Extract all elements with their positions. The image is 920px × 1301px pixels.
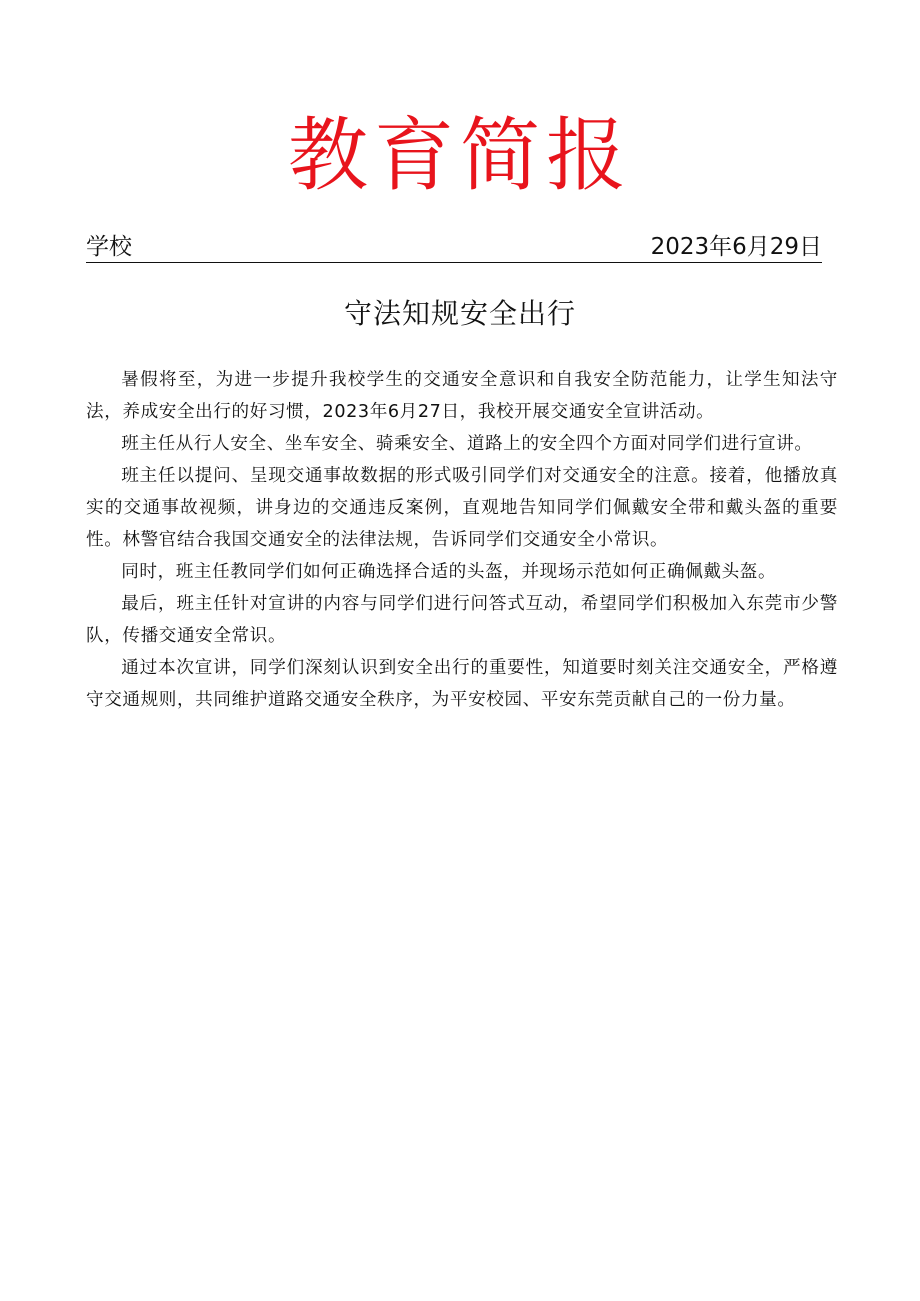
issue-date: 2023年6月29日: [650, 234, 822, 260]
article-paragraph: 同时，班主任教同学们如何正确选择合适的头盔，并现场示范如何正确佩戴头盔。: [121, 562, 777, 582]
article-body: [86, 364, 838, 716]
article-paragraph: 班主任以提问、呈现交通事故数据的形式吸引同学们对交通安全的注意。接着，他播放真实的交通事故视频，讲身边的交通违反案例，直观地告知同学们佩戴安全带和戴头盔的重要性。林警官结合我国交通安全的法律法规，告诉同学们交通安全小常识。: [86, 466, 838, 550]
article-paragraph: 通过本次宣讲，同学们深刻认识到安全出行的重要性，知道要时刻关注交通安全，严格遵守交通规则，共同维护道路交通安全秩序，为平安校园、平安东莞贡献自己的一份力量。: [86, 658, 838, 710]
school-label: 学校: [86, 234, 132, 260]
newsletter-masthead: 教育简报: [288, 109, 632, 202]
article-paragraph: 最后，班主任针对宣讲的内容与同学们进行问答式互动，希望同学们积极加入东莞市少警队，传播交通安全常识。: [86, 594, 838, 646]
header-info-line: [86, 232, 822, 263]
article-paragraph: 暑假将至，为进一步提升我校学生的交通安全意识和自我安全防范能力，让学生知法守法，养成安全出行的好习惯，2023年6月27日，我校开展交通安全宣讲活动。: [86, 370, 838, 422]
article-paragraph: 班主任从行人安全、坐车安全、骑乘安全、道路上的安全四个方面对同学们进行宣讲。: [121, 434, 813, 454]
article-title: 守法知规安全出行: [343, 297, 576, 330]
